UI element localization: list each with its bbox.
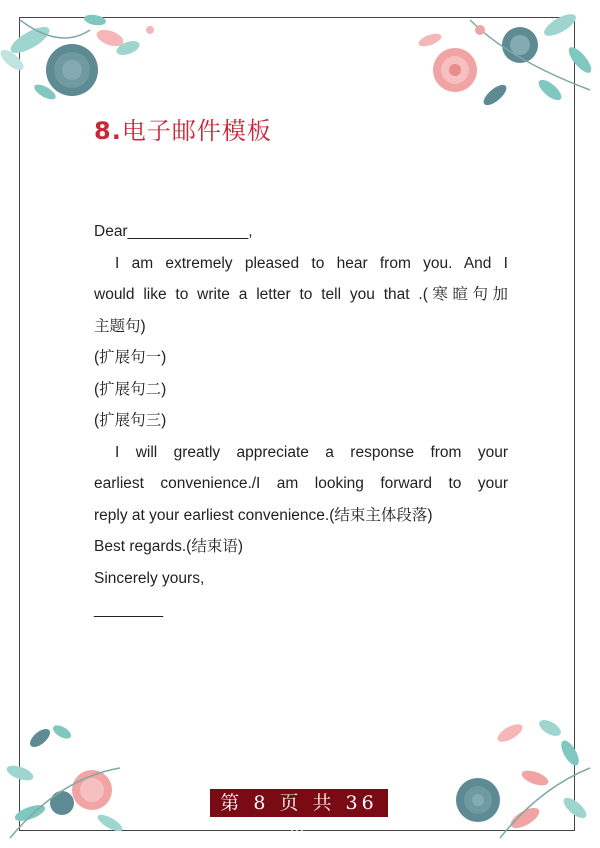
email-template-body: [94, 216, 508, 626]
opening-line-1: I am extremely pleased to hear from you. And I: [115, 254, 508, 272]
closing-line-2: earliest convenience./I am looking forward to your: [94, 475, 508, 492]
closing-line-3: reply at your earliest convenience.(结束主体段落): [94, 506, 433, 524]
top-left-floral: [0, 0, 180, 110]
expansion-sentence-3: (扩展句三): [94, 412, 167, 429]
heading-text: 电子邮件模板: [121, 117, 272, 145]
bottom-right-floral: [440, 708, 600, 848]
signature-blank: ________: [94, 601, 163, 618]
salutation: Dear______________,: [94, 223, 253, 240]
bottom-left-floral: [0, 718, 160, 848]
section-heading: [94, 111, 272, 146]
expansion-sentence-1: (扩展句一): [94, 349, 167, 366]
expansion-sentence-2: (扩展句二): [94, 380, 167, 398]
signoff-line: Sincerely yours,: [94, 569, 205, 587]
heading-number: 8.: [94, 117, 122, 145]
closing-line-1: I will greatly appreciate a response from your: [115, 443, 508, 461]
top-right-floral: [400, 0, 600, 120]
regards-line: Best regards.(结束语): [94, 538, 244, 555]
opening-line-2: would like to write a letter to tell you that .(寒暄句加: [94, 286, 508, 303]
page-number-badge: 第 8 页 共 36 页: [210, 789, 388, 817]
opening-line-3: 主题句): [94, 317, 146, 335]
